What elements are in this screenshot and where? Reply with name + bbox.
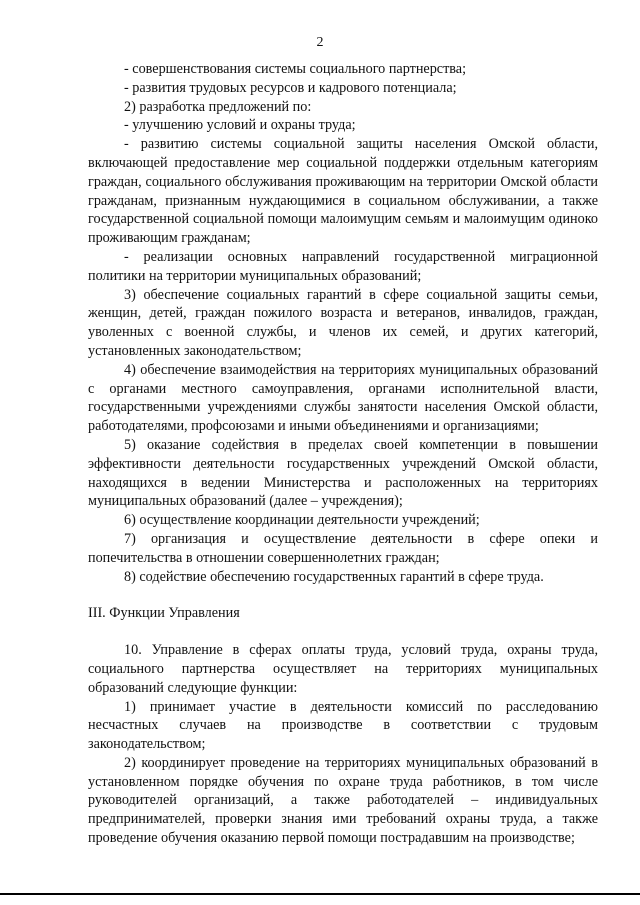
paragraph: 8) содействие обеспечению государственных гарантий в сфере труда. [124, 568, 544, 585]
page-number: 2 [316, 35, 324, 50]
paragraph: 6) осуществление координации деятельности учреждений; [124, 512, 480, 529]
paragraph: - реализации основных направлений государственной миграционной политики на территории муниципальных образований; [88, 248, 598, 284]
paragraph: - улучшению условий и охраны труда; [124, 117, 356, 134]
paragraph: 2) координирует проведение на территориях муниципальных образований в установленном порядке обучения по охране труда работников, в том числе руководителей организаций, а также работодателей – индивидуальных предпринимателей, проверки знания ими требований охраны труда, а также проведение обучения оказанию первой помощи пострадавшим на производстве; [88, 754, 598, 847]
paragraph: 4) обеспечение взаимодействия на территориях муниципальных образований с органами местного самоуправления, органами исполнительной власти, государственными учреждениями службы занятости населения Омской области, работодателями, профсоюзами и иными объединениями и организациями; [88, 361, 598, 435]
paragraph: 1) принимает участие в деятельности комиссий по расследованию несчастных случаев на производстве в соответствии с трудовым законодательством; [88, 698, 598, 753]
page-bottom-rule [0, 893, 640, 895]
section-heading: III. Функции Управления [88, 605, 240, 622]
paragraph: 5) оказание содействия в пределах своей компетенции в повышении эффективности деятельности государственных учреждений Омской области, находящихся в ведении Министерства и расположенных на территориях муниципальных образований (далее – учреждения); [88, 436, 598, 510]
paragraph: - развитию системы социальной защиты населения Омской области, включающей предоставление мер социальной поддержки отдельным категориям граждан, социального обслуживания проживающим на территории Омской области гражданам, признанным нуждающимися в социальном обслуживании, а также государственной социальной помощи малоимущим семьям и малоимущим одиноко проживающим гражданам; [88, 136, 598, 247]
paragraph: - совершенствования системы социального партнерства; [124, 61, 467, 77]
document-body [88, 60, 598, 848]
paragraph: 2) разработка предложений по: [124, 98, 312, 115]
paragraph: 7) организация и осуществление деятельности в сфере опеки и попечительства в отношении совершеннолетних граждан; [88, 530, 598, 566]
paragraph: 3) обеспечение социальных гарантий в сфере социальной защиты семьи, женщин, детей, граждан пожилого возраста и ветеранов, инвалидов, граждан, уволенных с военной службы, и членов их семей, и других категорий, установленных законодательством; [88, 286, 598, 359]
paragraph: 10. Управление в сферах оплаты труда, условий труда, охраны труда, социального партнерства осуществляет на территориях муниципальных образований следующие функции: [88, 642, 598, 696]
paragraph: - развития трудовых ресурсов и кадрового потенциала; [124, 79, 457, 96]
